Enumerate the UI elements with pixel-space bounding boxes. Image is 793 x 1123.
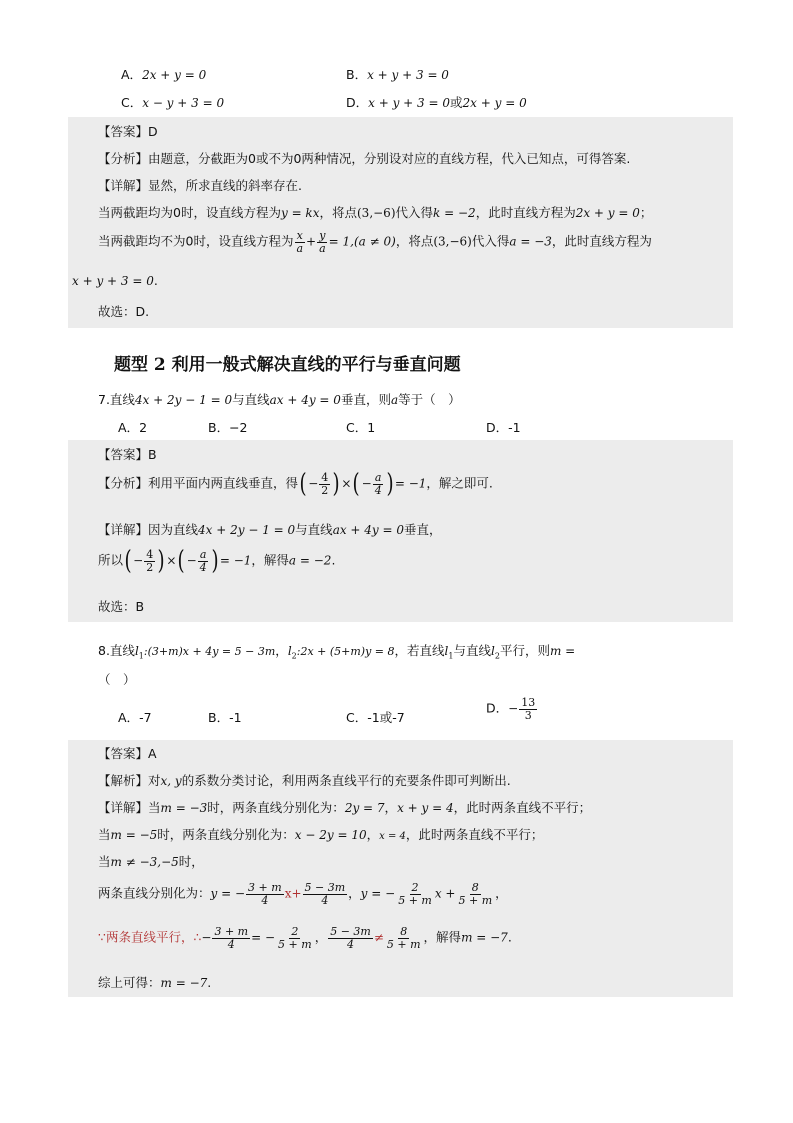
q8-option-d-value: − bbox=[508, 701, 519, 716]
q8-option-d-den: 3 bbox=[524, 708, 532, 722]
q6-option-b-label: B． bbox=[346, 67, 368, 82]
q8-option-d-num: 13 bbox=[521, 696, 536, 709]
q8-d4-c: ， bbox=[348, 885, 361, 901]
q8-d4-x: x+ bbox=[284, 886, 302, 901]
q8-d5-frac-3-den: 4 bbox=[347, 937, 355, 951]
q7-option-c bbox=[346, 418, 375, 436]
q6-case1-text-c: 代入得 bbox=[395, 205, 434, 220]
q6-case1-k: k = −2 bbox=[433, 206, 476, 220]
q8-l2-sub: 2 bbox=[291, 651, 297, 661]
q8-answer-tag: 【答案】 bbox=[98, 746, 149, 761]
q7-analysis-frac-2 bbox=[373, 472, 384, 496]
q8-l2: l bbox=[287, 644, 292, 658]
q8-d4-y: y = − bbox=[210, 886, 246, 901]
q6-answer-line bbox=[98, 122, 158, 140]
q8-d2-e1: x − 2y = 10 bbox=[294, 828, 367, 842]
q8-d4-frac-4-num: 8 bbox=[471, 881, 479, 894]
q8-option-d bbox=[486, 697, 538, 721]
q8-d1-e1: 2y = 7 bbox=[344, 801, 385, 815]
q8-conclusion-b: . bbox=[207, 975, 212, 990]
q8-option-b bbox=[208, 708, 242, 726]
q8-d4-frac-1-num: 3 + m bbox=[248, 881, 282, 894]
q8-d5-c: ， bbox=[314, 929, 328, 945]
q6-option-a bbox=[121, 65, 206, 83]
q8-d5-frac-3 bbox=[328, 926, 373, 950]
q8-d1-e2: x + y = 4 bbox=[397, 801, 454, 815]
q8-d4-frac-3-den: 5 + m bbox=[398, 893, 432, 907]
q6-case1-eq: y = kx bbox=[280, 206, 320, 220]
q7-detail-c: 垂直， bbox=[404, 522, 442, 537]
q8-d5-frac-2 bbox=[276, 926, 314, 950]
q7-conclusion bbox=[98, 597, 144, 615]
q6-case2-aval: a = −3 bbox=[509, 234, 552, 249]
q7-option-a bbox=[118, 418, 147, 436]
q8-l1: l bbox=[134, 644, 139, 658]
q7-so-frac-2 bbox=[198, 549, 209, 573]
q8-detail-line-1 bbox=[98, 798, 591, 816]
q8-d5-ne: ≠ bbox=[373, 930, 384, 945]
q7-analysis-frac-1-den: 2 bbox=[321, 483, 329, 497]
q8-stem-l2-sub: 2 bbox=[494, 651, 500, 661]
q8-stem-l1-sub: 1 bbox=[448, 651, 454, 661]
q8-option-a-label: A． bbox=[118, 710, 140, 725]
q8-d4-frac-2-num: 5 − 3m bbox=[304, 881, 346, 894]
q8-analysis-a: 对 bbox=[148, 773, 161, 788]
q6-analysis-line bbox=[98, 149, 630, 167]
q7-answer: B bbox=[148, 447, 157, 462]
q8-d2-b: 时，两条直线分别化为： bbox=[157, 827, 295, 842]
q7-stem-d: 等于（ ） bbox=[398, 392, 461, 407]
q8-d4-a: 两条直线分别化为： bbox=[98, 885, 211, 901]
q8-d4-frac-2-den: 4 bbox=[321, 893, 329, 907]
q6-case2-text-e: . bbox=[153, 273, 158, 288]
q7-detail-eq2: ax + 4y = 0 bbox=[332, 523, 405, 537]
q8-d2-d: ，此时两条直线不平行； bbox=[405, 827, 544, 842]
q7-so-frac-1-den: 2 bbox=[146, 560, 154, 574]
q8-d1-a: 当 bbox=[148, 800, 161, 815]
q6-case2-tail: = 1,(a ≠ 0) bbox=[328, 234, 396, 249]
q6-option-d-eq1: x + y + 3 = 0 bbox=[368, 96, 451, 110]
q8-d5-frac-4-num: 8 bbox=[400, 925, 408, 938]
q8-l2-eq: :2x + (5+m)y = 8 bbox=[296, 645, 395, 658]
q6-option-a-label: A． bbox=[121, 67, 143, 82]
q7-detail-tag: 【详解】 bbox=[98, 522, 149, 537]
q8-d4-frac-1 bbox=[246, 882, 284, 906]
q7-analysis-frac-2-num: a bbox=[374, 470, 382, 484]
q8-option-d-frac bbox=[519, 697, 537, 721]
q8-d1-d: ，此时两条直线不平行； bbox=[453, 800, 592, 815]
q6-option-d-eq2: 2x + y = 0 bbox=[462, 96, 527, 110]
q6-option-c-label: C． bbox=[121, 95, 143, 110]
q6-option-c bbox=[121, 93, 224, 111]
q8-stem-l1: l bbox=[444, 644, 449, 658]
q7-so-line: 所以( − $\frac{4}{2}$ ) ×( − $\frac{a}{4}$ ) = −1，解得a = −2. bbox=[98, 546, 336, 576]
q8-stem bbox=[98, 641, 575, 661]
q6-case2-frac-y bbox=[317, 230, 328, 254]
q6-option-b bbox=[346, 65, 449, 83]
q7-option-d-value: -1 bbox=[508, 420, 521, 435]
q8-detail-line-5 bbox=[98, 926, 512, 950]
q6-option-d-or: 或 bbox=[450, 95, 463, 110]
q6-case1-result: 2x + y = 0 bbox=[575, 206, 640, 220]
q8-option-c-label: C． bbox=[346, 710, 368, 725]
q8-detail-tag: 【详解】 bbox=[98, 800, 149, 815]
q8-d5-eq: = − bbox=[251, 930, 276, 945]
q7-option-b bbox=[208, 418, 248, 436]
q8-stem-d: 平行，则 bbox=[499, 643, 550, 658]
q8-d3-a: 当 bbox=[98, 854, 111, 869]
q8-l1-sub: 1 bbox=[138, 651, 144, 661]
q7-analysis-frac-1 bbox=[319, 472, 330, 496]
q8-option-c-value: -1或-7 bbox=[367, 710, 405, 725]
q8-option-a bbox=[118, 708, 152, 726]
q8-d5-frac-1 bbox=[212, 926, 250, 950]
q7-option-b-value: −2 bbox=[229, 420, 248, 435]
q8-detail-line-2 bbox=[98, 825, 543, 843]
q8-l1-eq: :(3+m)x + 4y = 5 − 3m bbox=[143, 645, 276, 658]
q7-stem-a: 7.直线 bbox=[98, 392, 135, 407]
q7-option-b-label: B． bbox=[208, 420, 230, 435]
q6-case2-frac-y-num: y bbox=[319, 229, 326, 242]
q7-option-a-value: 2 bbox=[139, 420, 148, 435]
q8-stem-l2: l bbox=[491, 644, 495, 658]
q8-analysis-xy: x, y bbox=[160, 774, 182, 788]
q8-conclusion bbox=[98, 973, 211, 991]
q7-option-d-label: D． bbox=[486, 420, 509, 435]
q8-d2-a: 当 bbox=[98, 827, 111, 842]
q8-stem-sep: ， bbox=[275, 643, 288, 658]
q8-d5-frac-1-den: 4 bbox=[227, 937, 235, 951]
q7-answer-line bbox=[98, 445, 157, 463]
q7-eq1: 4x + 2y − 1 = 0 bbox=[134, 393, 233, 407]
q8-d5-neg: − bbox=[201, 930, 212, 945]
q6-answer: D bbox=[148, 124, 158, 139]
q8-option-b-label: B． bbox=[208, 710, 230, 725]
q7-conclusion-text: 故选：B bbox=[98, 599, 145, 614]
q8-d5-frac-3-num: 5 − 3m bbox=[330, 925, 371, 938]
q6-case2-text-a: 当两截距均不为0时，设直线方程为 bbox=[98, 233, 294, 249]
q6-case1-text-e: ； bbox=[639, 205, 653, 220]
q8-d4-frac-3 bbox=[396, 882, 434, 906]
q6-case1-line bbox=[98, 203, 652, 221]
q6-option-d bbox=[346, 93, 527, 111]
q7-so-c: ，解得 bbox=[251, 552, 289, 568]
q7-option-c-label: C． bbox=[346, 420, 368, 435]
q7-analysis-c: ，解之即可. bbox=[426, 475, 493, 491]
q8-d5-frac-2-den: 5 + m bbox=[278, 937, 312, 951]
q8-detail-line-4 bbox=[98, 882, 508, 906]
q6-case2-text-c: 代入得 bbox=[471, 233, 510, 249]
q6-option-a-eq: 2x + y = 0 bbox=[142, 68, 207, 82]
q8-d5-a: ∵两条直线平行，∴ bbox=[98, 929, 202, 945]
q8-d2-e2: x = 4 bbox=[379, 831, 406, 842]
q7-analysis-frac-2-den: 4 bbox=[374, 483, 382, 497]
q8-d4-d: ， bbox=[495, 885, 508, 901]
q6-case2-result-line bbox=[72, 273, 158, 288]
q7-so-result: a = −2 bbox=[288, 553, 332, 568]
q6-option-c-eq: x − y + 3 = 0 bbox=[142, 96, 225, 110]
q8-d2-c: ， bbox=[366, 827, 380, 842]
q8-conclusion-m: m = −7 bbox=[160, 976, 208, 990]
q8-d4-frac-2 bbox=[303, 882, 348, 906]
q7-so-a: 所以 bbox=[98, 552, 124, 568]
q6-answer-tag: 【答案】 bbox=[98, 124, 149, 139]
q8-d5-d: ，解得 bbox=[423, 929, 462, 945]
q7-so-frac-1-num: 4 bbox=[146, 547, 154, 561]
q8-d1-b: 时，两条直线分别化为： bbox=[207, 800, 345, 815]
q8-d5-frac-4-den: 5 + m bbox=[386, 937, 421, 951]
q8-d5-e: . bbox=[507, 929, 512, 945]
q7-analysis-a: 利用平面内两直线垂直，得 bbox=[148, 475, 299, 491]
q7-detail-eq1: 4x + 2y − 1 = 0 bbox=[198, 523, 296, 537]
q8-paren: （ ） bbox=[98, 672, 136, 687]
q8-d3-b: 时， bbox=[178, 854, 204, 869]
q6-conclusion-text: 故选：D. bbox=[98, 304, 150, 319]
q6-case1-point: (3,−6) bbox=[357, 206, 396, 220]
q6-detail-1: 显然，所求直线的斜率存在. bbox=[148, 178, 302, 193]
q7-so-frac-2-num: a bbox=[199, 547, 207, 561]
q6-case2-frac-x bbox=[294, 230, 305, 254]
q8-m-eq: m = bbox=[549, 644, 576, 658]
q6-case2-result: x + y + 3 = 0 bbox=[72, 274, 154, 288]
q6-detail-tag: 【详解】 bbox=[98, 178, 149, 193]
q7-analysis-b: = −1 bbox=[394, 476, 427, 491]
q6-case2-point: (3,−6) bbox=[433, 234, 472, 249]
q8-option-c bbox=[346, 708, 405, 726]
q7-answer-tag: 【答案】 bbox=[98, 447, 149, 462]
q6-detail-line bbox=[98, 176, 302, 194]
q7-option-a-label: A． bbox=[118, 420, 140, 435]
q6-option-d-label: D． bbox=[346, 95, 369, 110]
q8-conclusion-a: 综上可得： bbox=[98, 975, 161, 990]
q7-detail-a: 因为直线 bbox=[148, 522, 199, 537]
q7-so-frac-1 bbox=[144, 549, 155, 573]
q7-analysis-frac-1-num: 4 bbox=[321, 470, 329, 484]
q8-answer: A bbox=[148, 746, 157, 761]
q6-case1-text-d: ，此时直线方程为 bbox=[475, 205, 576, 220]
q8-d1-c: ， bbox=[384, 800, 398, 815]
q7-stem-c: 垂直，则 bbox=[340, 392, 391, 407]
q8-stem-c: 与直线 bbox=[453, 643, 491, 658]
q8-d5-frac-2-num: 2 bbox=[291, 925, 299, 938]
q8-d4-y2: y = − bbox=[360, 886, 396, 901]
q6-case2-text-d: ，此时直线方程为 bbox=[551, 233, 652, 249]
q8-d4-frac-3-num: 2 bbox=[411, 881, 419, 894]
q8-option-d-label: D． bbox=[486, 700, 509, 716]
section-title: 题型 2 利用一般式解决直线的平行与垂直问题 bbox=[114, 355, 461, 375]
q8-d4-frac-4 bbox=[456, 882, 494, 906]
q6-case2-frac-x-den: a bbox=[296, 241, 304, 255]
q6-case1-text-a: 当两截距均为0时，设直线方程为 bbox=[98, 205, 281, 220]
q7-option-c-value: 1 bbox=[367, 420, 376, 435]
q8-d5-frac-1-num: 3 + m bbox=[214, 925, 249, 938]
q7-eq2: ax + 4y = 0 bbox=[269, 393, 341, 407]
q7-so-frac-2-den: 4 bbox=[199, 560, 207, 574]
q8-d3-m: m ≠ −3,−5 bbox=[110, 855, 179, 869]
q6-case2-line: 当两截距均不为0时，设直线方程为 $\frac{x}{a}$ + $\frac{y}{a}$ = 1,(a ≠ 0)，将点(3,−6)代入得a = −3，此时直线方程为 bbox=[98, 229, 652, 255]
q7-var: a bbox=[390, 393, 399, 407]
q8-d1-m: m = −3 bbox=[160, 801, 208, 815]
q7-so-d: . bbox=[331, 552, 336, 568]
q8-stem-a: 8.直线 bbox=[98, 643, 135, 658]
q8-option-a-value: -7 bbox=[139, 710, 152, 725]
q7-stem-b: 与直线 bbox=[232, 392, 270, 407]
q7-stem bbox=[98, 390, 461, 408]
q8-analysis-b: 的系数分类讨论，利用两条直线平行的充要条件即可判断出. bbox=[181, 773, 511, 788]
q7-detail-b: 与直线 bbox=[295, 522, 333, 537]
q6-case2-frac-y-den: a bbox=[319, 241, 326, 255]
q8-d4-frac-1-den: 4 bbox=[261, 893, 269, 907]
q7-analysis-tag: 【分析】 bbox=[98, 475, 149, 491]
q8-d4-x2: x + bbox=[434, 886, 456, 901]
q6-case1-text-b: ，将点 bbox=[319, 205, 357, 220]
q8-detail-line-3 bbox=[98, 852, 204, 870]
q8-option-b-value: -1 bbox=[229, 710, 242, 725]
q6-case2-frac-x-num: x bbox=[296, 229, 303, 242]
q8-answer-line bbox=[98, 744, 157, 762]
q8-analysis-tag: 【解析】 bbox=[98, 773, 149, 788]
q8-d2-m: m = −5 bbox=[110, 828, 158, 842]
q6-conclusion bbox=[98, 302, 149, 320]
q6-case2-text-b: ，将点 bbox=[395, 233, 434, 249]
q8-d5-frac-4 bbox=[385, 926, 423, 950]
q7-detail-line bbox=[98, 520, 442, 538]
q8-analysis-line bbox=[98, 771, 511, 789]
q7-so-b: = −1 bbox=[219, 553, 252, 568]
q8-d4-frac-4-den: 5 + m bbox=[458, 893, 493, 907]
q6-analysis: 由题意，分截距为0或不为0两种情况，分别设对应的直线方程，代入已知点，可得答案. bbox=[148, 151, 631, 166]
q7-analysis-line: 【分析】利用平面内两直线垂直，得( − $\frac{4}{2}$ ) ×( − $\frac{a}{4}$ ) = −1，解之即可. bbox=[98, 469, 493, 499]
q6-analysis-tag: 【分析】 bbox=[98, 151, 149, 166]
q8-stem-b: ，若直线 bbox=[394, 643, 445, 658]
q7-option-d bbox=[486, 418, 521, 436]
q8-d5-result: m = −7 bbox=[461, 930, 508, 945]
q6-option-b-eq: x + y + 3 = 0 bbox=[367, 68, 449, 82]
